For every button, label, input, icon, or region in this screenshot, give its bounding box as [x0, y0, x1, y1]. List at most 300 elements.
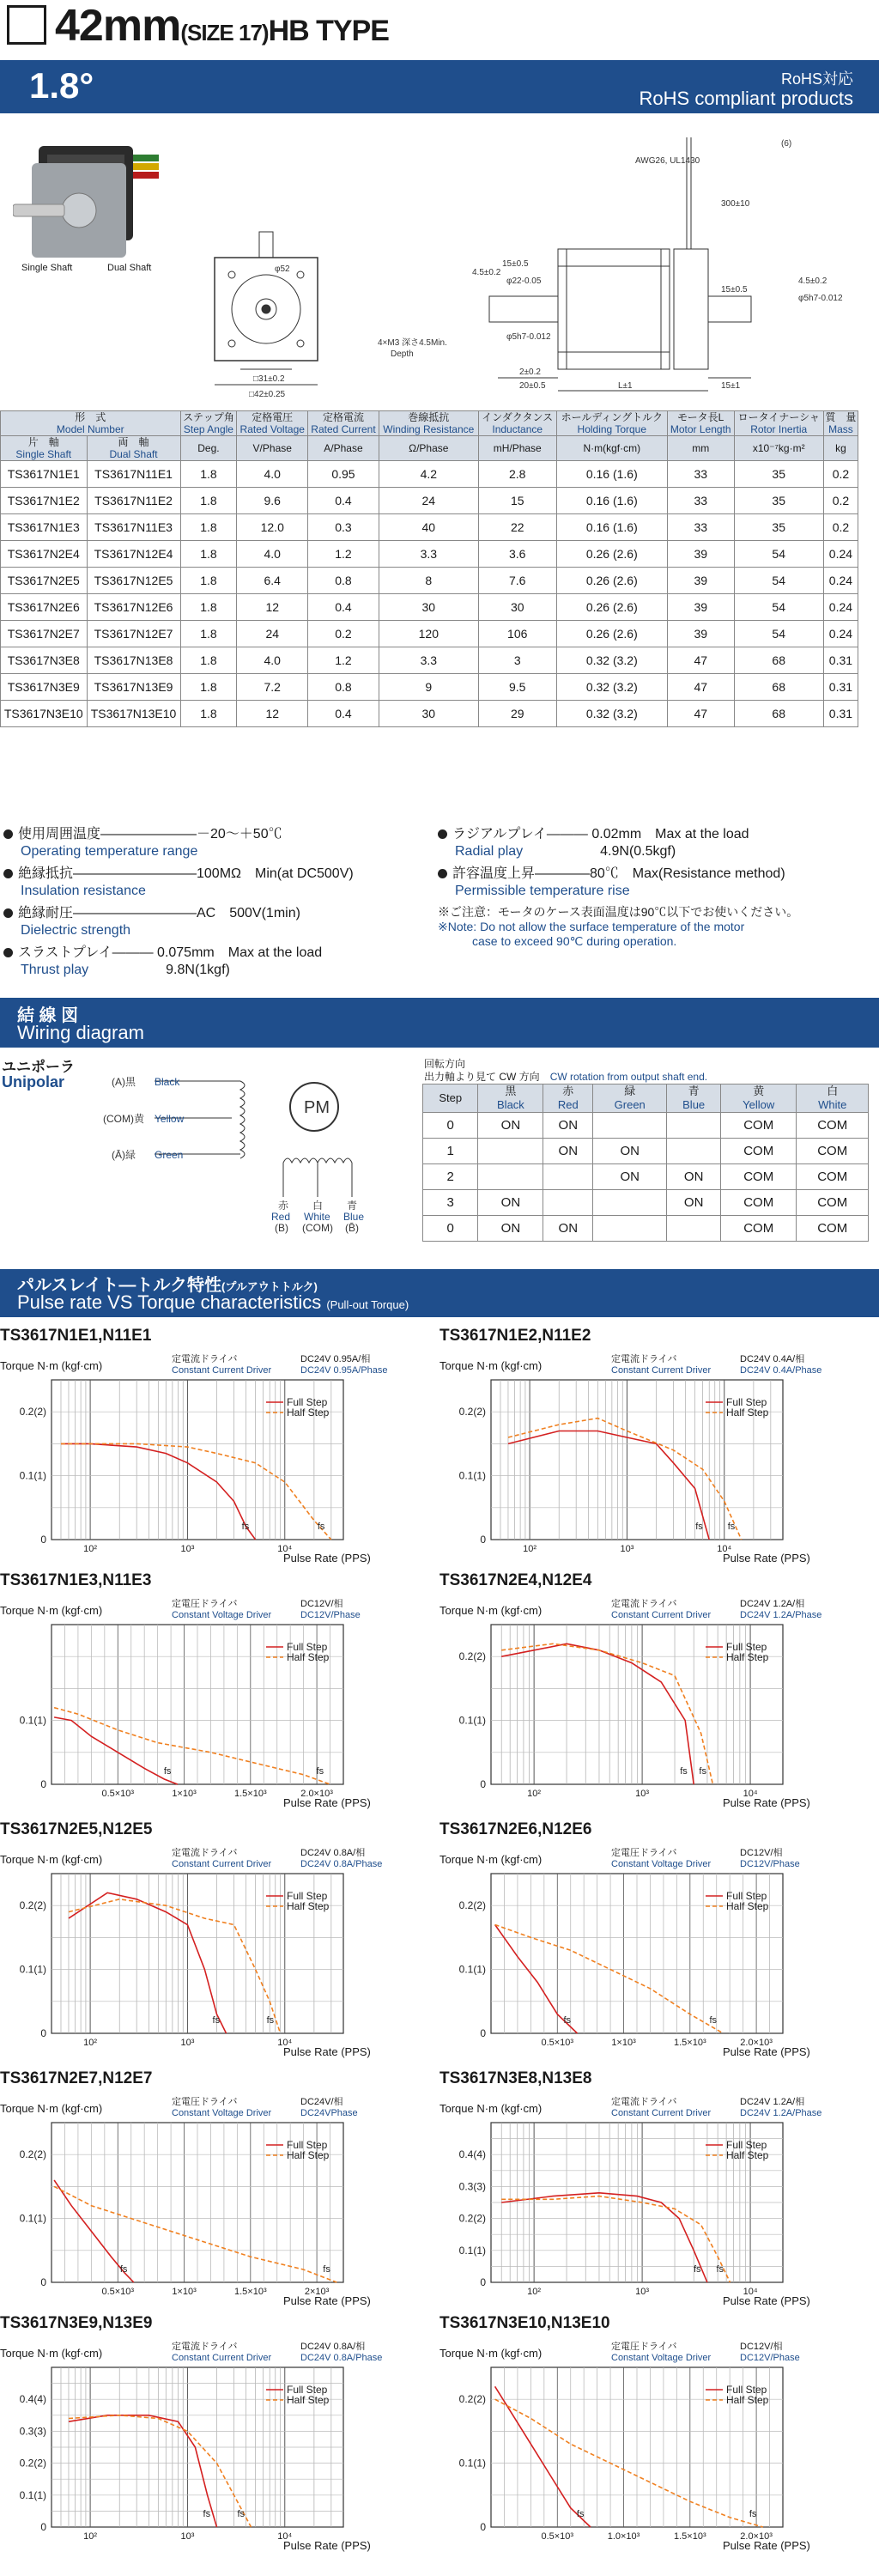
- legend-label: Full Step: [726, 1890, 767, 1902]
- chart-xlabel: Pulse Rate (PPS): [723, 1552, 810, 1564]
- spec-cell: 22: [478, 514, 556, 541]
- step-cell: ON: [667, 1164, 721, 1190]
- note-value: 9.8N(1kgf): [166, 963, 230, 977]
- x-tick-label: 10⁴: [277, 2531, 293, 2542]
- dim-label: φ5h7-0.012: [506, 332, 551, 342]
- dim-label: 15±0.5: [721, 285, 748, 295]
- supply-en: DC24V 0.8A/Phase: [300, 1859, 383, 1869]
- step-row: [423, 1139, 869, 1164]
- spec-row: [1, 514, 858, 541]
- th-unit: N·m(kgf·cm): [556, 436, 667, 461]
- x-tick-label: 1.0×10³: [607, 2531, 640, 2542]
- spec-cell: 0.24: [823, 568, 858, 594]
- spec-cell: 3.3: [379, 647, 478, 674]
- spec-cell: 1.8: [180, 621, 237, 647]
- supply-jp: DC24V 1.2A/相: [740, 1599, 805, 1609]
- step-cell: COM: [721, 1190, 797, 1216]
- note-jp: 許容温度上昇――――80℃ Max(Resistance method): [452, 866, 785, 881]
- step-cell: 0: [423, 1113, 478, 1139]
- dim-label: 15±1: [721, 381, 741, 391]
- step-row: [423, 1164, 869, 1190]
- note-jp: 絶縁耐圧―――――――――AC 500V(1min): [18, 906, 300, 920]
- fs-label: fs: [266, 2015, 275, 2026]
- chart-ylabel: Torque N·m (kgf·cm): [0, 2102, 103, 2115]
- th-unit: x10⁻⁷kg·m²: [734, 436, 823, 461]
- spec-cell: 33: [667, 514, 734, 541]
- step-th-en: Red: [557, 1098, 579, 1111]
- spec-cell: TS3617N1E2: [1, 488, 88, 514]
- legend-label: Half Step: [726, 1406, 769, 1419]
- dim-label: 15±0.5: [502, 259, 529, 269]
- x-tick-label: 10²: [83, 2038, 98, 2048]
- driver-jp: 定電流ドライバ: [611, 1354, 677, 1364]
- driver-en: Constant Voltage Driver: [172, 2108, 272, 2118]
- spec-cell: TS3617N13E10: [87, 701, 180, 727]
- spec-cell: 54: [734, 568, 823, 594]
- lead-bcom-en: White: [304, 1211, 330, 1223]
- y-tick-zero: 0: [480, 2521, 486, 2533]
- chart-title: TS3617N1E3,N11E3: [0, 1571, 152, 1589]
- rotation-jp: 回転方向: [424, 1058, 466, 1070]
- y-tick-zero: 0: [40, 2276, 46, 2288]
- driver-en: Constant Current Driver: [172, 2353, 272, 2363]
- y-tick-label: 0.2(2): [19, 2148, 46, 2161]
- x-tick-label: 10³: [635, 1789, 650, 1799]
- fs-label: fs: [237, 2509, 246, 2519]
- dim-label: Depth: [391, 349, 414, 359]
- fs-label: fs: [716, 2264, 724, 2275]
- x-tick-label: 10³: [635, 2287, 650, 2297]
- chart-ylabel: Torque N·m (kgf·cm): [440, 1853, 543, 1866]
- spec-cell: 0.16 (1.6): [556, 461, 667, 488]
- th-unit: V/Phase: [237, 436, 308, 461]
- supply-jp: DC24V 1.2A/相: [740, 2097, 805, 2107]
- spec-row: [1, 568, 858, 594]
- lead-abar-jp: (Ā)緑: [112, 1149, 136, 1161]
- spec-cell: 0.31: [823, 674, 858, 701]
- note-thrust: [3, 945, 322, 979]
- chart-xlabel: Pulse Rate (PPS): [283, 2045, 371, 2058]
- spec-cell: 0.26 (2.6): [556, 568, 667, 594]
- x-tick-label: 2.0×10³: [740, 2038, 773, 2048]
- spec-cell: 2.8: [478, 461, 556, 488]
- step-cell: [667, 1216, 721, 1242]
- fs-label: fs: [695, 1522, 703, 1532]
- chart-plot: [0, 2314, 429, 2565]
- y-tick-label: 0.1(1): [19, 1714, 46, 1727]
- driver-jp: 定電圧ドライバ: [172, 1599, 238, 1609]
- cable-spec: AWG26, UL1430: [635, 156, 700, 166]
- th-jp: ロータイナーシャ: [737, 411, 820, 423]
- th-jp: 定格電流: [322, 411, 364, 423]
- spec-cell: TS3617N11E3: [87, 514, 180, 541]
- spec-cell: 12: [237, 701, 308, 727]
- th-unit: Ω/Phase: [379, 436, 478, 461]
- x-tick-label: 10³: [620, 1544, 634, 1554]
- spec-cell: 12.0: [237, 514, 308, 541]
- unipolar-en: Unipolar: [2, 1073, 65, 1091]
- step-th-en: Green: [614, 1098, 646, 1111]
- driver-en: Constant Current Driver: [611, 2108, 712, 2118]
- step-cell: COM: [721, 1139, 797, 1164]
- driver-en: Constant Current Driver: [611, 1365, 712, 1376]
- legend-label: Half Step: [726, 2149, 769, 2161]
- y-tick-zero: 0: [40, 1534, 46, 1546]
- torque-chart: [0, 1327, 429, 1577]
- th-en: Holding Torque: [577, 423, 647, 435]
- th-unit: kg: [823, 436, 858, 461]
- y-tick-label: 0.1(1): [458, 1963, 486, 1976]
- chart-title: TS3617N2E4,N12E4: [440, 1571, 592, 1589]
- step-th: [593, 1084, 667, 1113]
- y-tick-label: 0.1(1): [19, 2488, 46, 2501]
- note-jp: 絶縁抵抗―――――――――100MΩ Min(at DC500V): [18, 866, 354, 881]
- spec-cell: 3.6: [478, 541, 556, 568]
- legend-label: Half Step: [287, 2394, 330, 2406]
- step-cell: COM: [797, 1216, 869, 1242]
- x-tick-label: 2.0×10³: [300, 1789, 333, 1799]
- spec-cell: 24: [237, 621, 308, 647]
- th-unit: mm: [667, 436, 734, 461]
- step-cell: [543, 1190, 593, 1216]
- y-tick-label: 0.2(2): [458, 1899, 486, 1912]
- legend-label: Full Step: [726, 1396, 767, 1408]
- bullet-icon: [438, 829, 447, 839]
- chart-ylabel: Torque N·m (kgf·cm): [0, 1604, 103, 1617]
- chart-title: TS3617N2E5,N12E5: [0, 1820, 153, 1838]
- dim-label: 4.5±0.2: [798, 276, 827, 286]
- chart-title: TS3617N3E9,N13E9: [0, 2314, 153, 2332]
- y-tick-label: 0.4(4): [458, 2148, 486, 2161]
- spec-cell: TS3617N2E4: [1, 541, 88, 568]
- spec-cell: 8: [379, 568, 478, 594]
- supply-en: DC12V/Phase: [740, 2353, 800, 2363]
- lead-bcom-code: (COM): [302, 1222, 333, 1234]
- dim-label: 20±0.5: [519, 381, 546, 391]
- legend-label: Full Step: [726, 2384, 767, 2396]
- chart-plot: [440, 2314, 869, 2565]
- th-unit: Deg.: [180, 436, 237, 461]
- y-tick-label: 0.2(2): [458, 2393, 486, 2406]
- spec-cell: 1.8: [180, 647, 237, 674]
- step-th-jp: 黄: [753, 1084, 765, 1097]
- lead-com-jp: (COM)黄: [103, 1113, 144, 1125]
- spec-cell: TS3617N12E7: [87, 621, 180, 647]
- step-cell: 0: [423, 1216, 478, 1242]
- step-th: [721, 1084, 797, 1113]
- driver-jp: 定電圧ドライバ: [611, 1848, 677, 1858]
- step-cell: ON: [593, 1139, 667, 1164]
- spec-cell: TS3617N1E1: [1, 461, 88, 488]
- spec-cell: 0.26 (2.6): [556, 621, 667, 647]
- title-square-icon: [7, 5, 46, 45]
- title-type: HB TYPE: [268, 15, 389, 47]
- torque-title-en-sub: (Pull-out Torque): [326, 1298, 409, 1311]
- step-cell: ON: [667, 1190, 721, 1216]
- fs-label: fs: [316, 1766, 324, 1777]
- step-cell: 1: [423, 1139, 478, 1164]
- bullet-icon: [438, 869, 447, 878]
- step-th-jp: 白: [827, 1084, 839, 1097]
- chart-xlabel: Pulse Rate (PPS): [283, 1552, 371, 1564]
- x-tick-label: 10³: [180, 1544, 195, 1554]
- x-tick-label: 10²: [523, 1544, 537, 1554]
- spec-cell: 4.2: [379, 461, 478, 488]
- step-cell: [543, 1164, 593, 1190]
- dim-label: L±1: [618, 381, 633, 391]
- y-tick-zero: 0: [40, 2521, 46, 2533]
- x-tick-label: 0.5×10³: [541, 2531, 574, 2542]
- spec-cell: 3.3: [379, 541, 478, 568]
- dim-label: □31±0.2: [253, 374, 285, 384]
- lead-bbar-en: Blue: [343, 1211, 365, 1223]
- spec-cell: TS3617N11E1: [87, 461, 180, 488]
- torque-chart: [0, 1571, 429, 1822]
- step-cell: ON: [543, 1216, 593, 1242]
- x-tick-label: 1×10³: [611, 2038, 636, 2048]
- th-jp: 質 量: [825, 411, 857, 423]
- spec-cell: 0.24: [823, 594, 858, 621]
- dimension-drawing: [206, 120, 876, 404]
- spec-cell: 40: [379, 514, 478, 541]
- chart-plot: [440, 1820, 869, 2071]
- spec-cell: 3: [478, 647, 556, 674]
- step-cell: COM: [797, 1113, 869, 1139]
- note-jp: ラジアルプレイ――― 0.02mm Max at the load: [452, 827, 749, 841]
- fs-label: fs: [576, 2509, 585, 2519]
- th-en: Model Number: [56, 423, 124, 435]
- dual-shaft-caption: Dual Shaft: [107, 263, 152, 273]
- lead-abar-en: Green: [155, 1149, 184, 1161]
- step-cell: ON: [478, 1190, 543, 1216]
- spec-cell: 0.32 (3.2): [556, 647, 667, 674]
- dim-label: 2±0.2: [519, 368, 541, 377]
- step-th-jp: Step: [439, 1091, 463, 1104]
- dim-label: 4×M3 深さ4.5Min.: [378, 338, 447, 348]
- legend-label: Full Step: [287, 1396, 328, 1408]
- legend-label: Half Step: [726, 2394, 769, 2406]
- note-en: Operating temperature range: [21, 844, 198, 859]
- chart-title: TS3617N1E2,N11E2: [440, 1327, 591, 1345]
- torque-chart: [0, 2069, 429, 2320]
- fs-label: fs: [727, 1522, 736, 1532]
- legend-label: Full Step: [726, 1641, 767, 1653]
- chart-title: TS3617N2E6,N12E6: [440, 1820, 592, 1838]
- th-unit: A/Phase: [308, 436, 379, 461]
- x-tick-label: 10⁴: [743, 2287, 758, 2297]
- bullet-icon: [3, 908, 13, 918]
- spec-cell: 54: [734, 621, 823, 647]
- chart-xlabel: Pulse Rate (PPS): [723, 2294, 810, 2307]
- x-tick-label: 10²: [83, 1544, 98, 1554]
- fs-label: fs: [241, 1522, 250, 1532]
- th-model: [1, 411, 181, 436]
- supply-en: DC24VPhase: [300, 2108, 358, 2118]
- lead-b-code: (B): [275, 1222, 288, 1234]
- y-tick-label: 0.2(2): [458, 1406, 486, 1419]
- spec-cell: 120: [379, 621, 478, 647]
- spec-cell: 0.26 (2.6): [556, 594, 667, 621]
- spec-cell: 35: [734, 461, 823, 488]
- step-cell: [593, 1216, 667, 1242]
- legend-label: Full Step: [287, 1641, 328, 1653]
- driver-en: Constant Voltage Driver: [611, 1859, 712, 1869]
- spec-bar: [0, 60, 879, 113]
- spec-row: [1, 488, 858, 514]
- driver-en: Constant Voltage Driver: [172, 1610, 272, 1620]
- step-th-jp: 青: [688, 1084, 700, 1097]
- note-insulation: [3, 866, 354, 900]
- th-en: Step Angle: [183, 423, 233, 435]
- spec-row: [1, 674, 858, 701]
- spec-cell: TS3617N12E5: [87, 568, 180, 594]
- bullet-icon: [3, 829, 13, 839]
- x-tick-label: 0.5×10³: [541, 2038, 574, 2048]
- step-th: [797, 1084, 869, 1113]
- supply-jp: DC24V 0.8A/相: [300, 1848, 366, 1858]
- lead-bcom-jp: 白: [312, 1200, 324, 1212]
- note-temp-rise: [438, 866, 785, 900]
- x-tick-label: 10²: [527, 2287, 542, 2297]
- legend-label: Full Step: [287, 1890, 328, 1902]
- rotation-en: CW rotation from output shaft end.: [549, 1071, 708, 1083]
- step-th: [478, 1084, 543, 1113]
- chart-plot: [440, 1571, 869, 1822]
- spec-table: [0, 410, 858, 727]
- chart-xlabel: Pulse Rate (PPS): [283, 2539, 371, 2552]
- wiring-diagram: [103, 1068, 395, 1240]
- fs-label: fs: [119, 2264, 128, 2275]
- step-cell: ON: [478, 1113, 543, 1139]
- x-tick-label: 1×10³: [172, 1789, 197, 1799]
- th-en: Winding Resistance: [383, 423, 475, 435]
- th-jp: インダクタンス: [482, 411, 554, 423]
- step-cell: 3: [423, 1190, 478, 1216]
- spec-cell: TS3617N3E10: [1, 701, 88, 727]
- spec-cell: 68: [734, 701, 823, 727]
- note-radial: [438, 826, 749, 860]
- pm-label: PM: [304, 1098, 330, 1117]
- spec-cell: 0.2: [823, 514, 858, 541]
- step-cell: ON: [543, 1113, 593, 1139]
- y-tick-label: 0.1(1): [458, 2244, 486, 2257]
- spec-cell: 0.2: [823, 488, 858, 514]
- y-tick-zero: 0: [480, 2276, 486, 2288]
- dim-label: φ52: [275, 264, 290, 274]
- wiring-section-bar: [0, 998, 879, 1048]
- supply-jp: DC12V/相: [740, 2342, 783, 2352]
- step-cell: [593, 1113, 667, 1139]
- step-cell: ON: [593, 1164, 667, 1190]
- step-th-en: Black: [497, 1098, 524, 1111]
- spec-cell: 24: [379, 488, 478, 514]
- step-cell: ON: [543, 1139, 593, 1164]
- rohs-en: RoHS compliant products: [639, 88, 853, 109]
- y-tick-label: 0.2(2): [458, 1650, 486, 1663]
- lead-a-jp: (A)黒: [112, 1076, 136, 1088]
- chart-title: TS3617N1E1,N11E1: [0, 1327, 152, 1345]
- note-value: 4.9N(0.5kgf): [600, 844, 676, 859]
- step-cell: COM: [721, 1164, 797, 1190]
- spec-cell: 15: [478, 488, 556, 514]
- legend-label: Half Step: [726, 1651, 769, 1663]
- spec-cell: 0.32 (3.2): [556, 674, 667, 701]
- wiring-title-en: Wiring diagram: [17, 1022, 144, 1043]
- lead-bbar-jp: 青: [347, 1200, 358, 1212]
- driver-en: Constant Current Driver: [172, 1859, 272, 1869]
- y-tick-label: 0.1(1): [458, 2457, 486, 2470]
- note-jp: スラストプレイ――― 0.075mm Max at the load: [18, 945, 323, 960]
- spec-cell: 1.8: [180, 568, 237, 594]
- y-tick-label: 0.1(1): [458, 1714, 486, 1727]
- x-tick-label: 1×10³: [172, 2287, 197, 2297]
- driver-jp: 定電流ドライバ: [172, 2342, 238, 2352]
- th-jp: 片 軸: [27, 436, 59, 448]
- torque-chart: [440, 1571, 869, 1822]
- torque-title-jp: パルスレイト―トルク特性: [17, 1276, 221, 1295]
- spec-cell: TS3617N3E9: [1, 674, 88, 701]
- chart-ylabel: Torque N·m (kgf·cm): [0, 1853, 103, 1866]
- fs-label: fs: [563, 2015, 572, 2026]
- y-tick-zero: 0: [40, 1778, 46, 1790]
- th-en: Mass: [828, 423, 853, 435]
- step-cell: COM: [721, 1216, 797, 1242]
- th-jp: モータ長L: [677, 411, 724, 423]
- spec-cell: TS3617N2E7: [1, 621, 88, 647]
- spec-cell: 0.2: [823, 461, 858, 488]
- spec-cell: 6.4: [237, 568, 308, 594]
- supply-jp: DC24V 0.8A/相: [300, 2342, 366, 2352]
- driver-en: Constant Voltage Driver: [611, 2353, 712, 2363]
- caution-en: ※Note: Do not allow the surface temperature of the motor: [438, 920, 745, 933]
- spec-cell: 35: [734, 488, 823, 514]
- x-tick-label: 10⁴: [277, 2038, 293, 2048]
- single-shaft-caption: Single Shaft: [21, 263, 73, 273]
- step-th-en: Blue: [682, 1098, 706, 1111]
- spec-cell: 54: [734, 594, 823, 621]
- spec-cell: TS3617N3E8: [1, 647, 88, 674]
- step-cell: COM: [721, 1113, 797, 1139]
- supply-jp: DC24V/相: [300, 2097, 343, 2107]
- spec-cell: 39: [667, 621, 734, 647]
- page-title: [55, 0, 389, 58]
- supply-en: DC12V/Phase: [300, 1610, 361, 1620]
- spec-cell: 1.8: [180, 701, 237, 727]
- fs-label: fs: [323, 2264, 330, 2275]
- y-tick-label: 0.2(2): [458, 2212, 486, 2225]
- y-tick-label: 0.1(1): [19, 1469, 46, 1482]
- spec-cell: 1.8: [180, 461, 237, 488]
- driver-jp: 定電圧ドライバ: [172, 2097, 238, 2107]
- step-angle-heading: 1.8°: [29, 65, 94, 106]
- spec-row: [1, 621, 858, 647]
- step-row: [423, 1190, 869, 1216]
- supply-jp: DC12V/相: [300, 1599, 343, 1609]
- spec-cell: 1.8: [180, 674, 237, 701]
- spec-cell: 0.26 (2.6): [556, 541, 667, 568]
- spec-cell: 1.8: [180, 514, 237, 541]
- spec-cell: 47: [667, 674, 734, 701]
- rotation-jp2: 出力軸より見て CW 方向: [424, 1071, 540, 1083]
- step-th-jp: 赤: [562, 1084, 574, 1097]
- note-dielectric: [3, 905, 300, 939]
- caution-en: case to exceed 90℃ during operation.: [472, 934, 677, 948]
- driver-en: Constant Current Driver: [172, 1365, 272, 1376]
- fs-label: fs: [749, 2509, 757, 2519]
- spec-cell: TS3617N2E6: [1, 594, 88, 621]
- fs-label: fs: [317, 1522, 325, 1532]
- step-cell: COM: [797, 1139, 869, 1164]
